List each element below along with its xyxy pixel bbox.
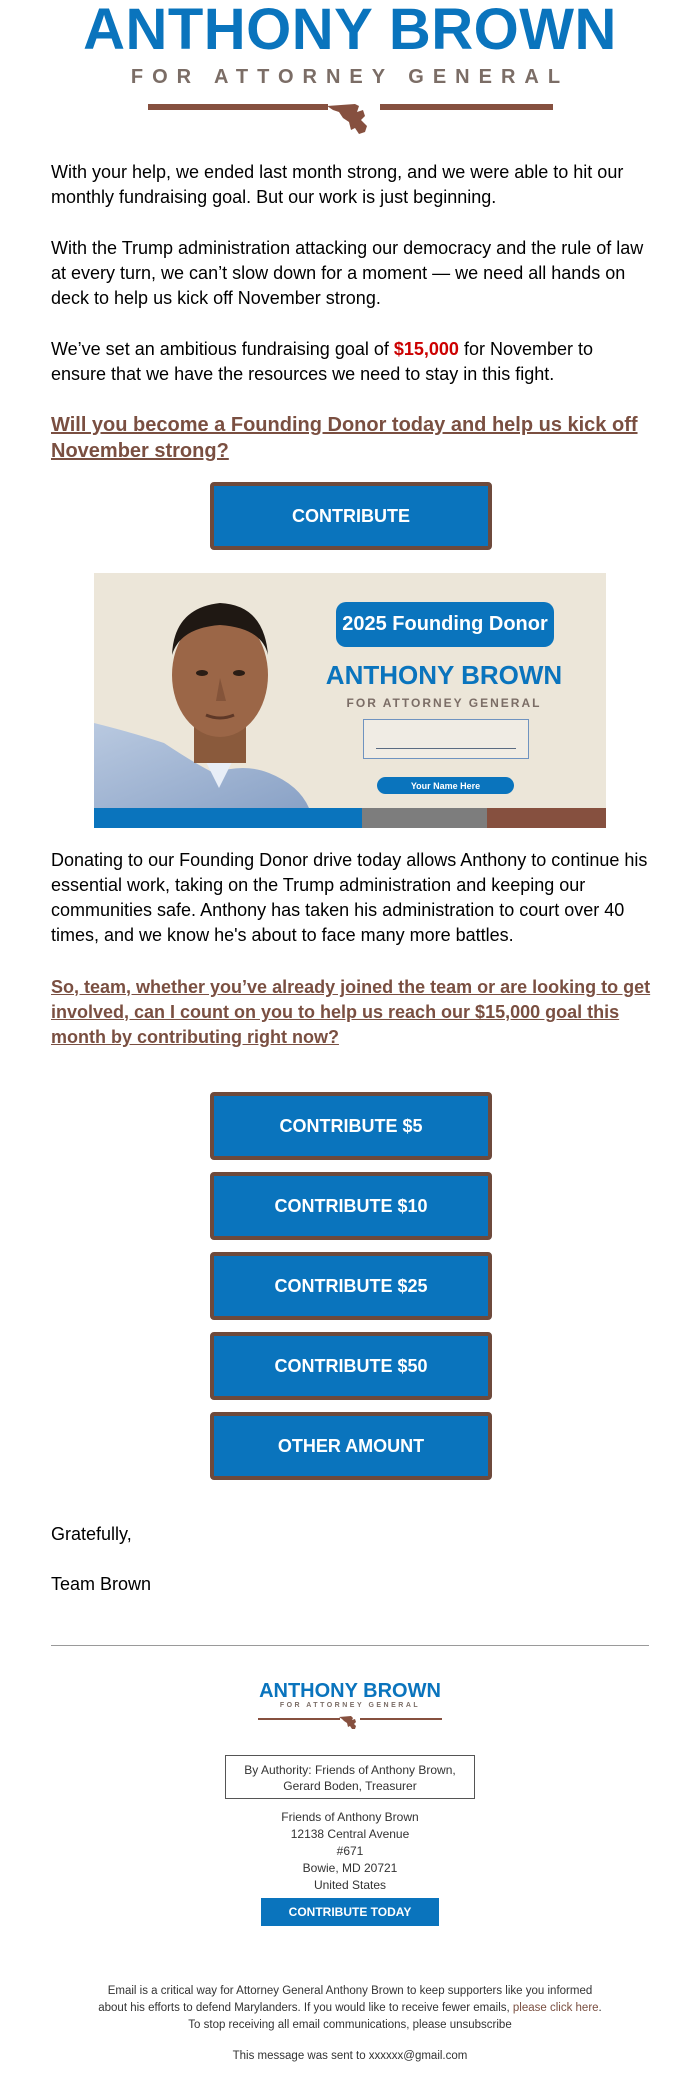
address-line: United States [313,1878,387,1892]
card-name-pill: Your Name Here [377,777,514,794]
founding-donor-card [94,573,606,828]
other-amount-button[interactable]: OTHER AMOUNT [210,1412,492,1480]
goal-paragraph [51,337,651,387]
contribute-today-button[interactable]: CONTRIBUTE TODAY [261,1898,439,1926]
founding-donor-ask-link[interactable]: Will you become a Founding Donor today and help us kick off November strong? [51,414,638,462]
goal-amount: $15,000 [393,339,459,359]
intro-paragraph-2: With the Trump administration attacking our democracy and the rule of law at every turn, we can’t slow down for a moment — we need all hands on deck to help us kick off November strong. [51,238,644,308]
card-name-field [363,719,529,759]
authority-line-1: By Authority: Friends of Anthony Brown, [244,1763,456,1777]
contribute-50-button[interactable]: CONTRIBUTE $50 [210,1332,492,1400]
fewer-emails-link[interactable]: please click here [512,2002,599,2014]
footer-logo-name: ANTHONY BROWN [259,1680,441,1702]
footer-logo [254,1680,446,1730]
footer-note-1: Email is a critical way for Attorney General Anthony Brown to keep supporters like you informed [107,1985,593,1997]
card-stripe-blue [94,808,362,828]
card-stripe-gray [362,808,487,828]
footer-logo-rule-right [360,1718,442,1720]
card-name: ANTHONY BROWN [325,660,563,690]
logo-rule-left [148,104,328,110]
header-logo [0,0,700,140]
goal-ask-link[interactable]: So, team, whether you’ve already joined the team or are looking to get involved, can I count on you to help us reach our $15,000 goal this month by contributing right now? [51,977,651,1047]
footer-logo-subtitle: FOR ATTORNEY GENERAL [279,1702,421,1709]
founding-donor-badge: 2025 Founding Donor [336,602,554,647]
signature-text: Team Brown [51,1574,152,1594]
intro-paragraph-1: With your help, we ended last month strong, and we were able to hit our monthly fundraising goal. But our work is just beginning. [51,162,624,207]
founding-donor-paragraph: Donating to our Founding Donor drive today allows Anthony to continue his essential work, taking on the Trump administration and keeping our communities safe. Anthony has taken his administration to court over 40 times, and we know he's about to face many more battles. [51,850,648,945]
authority-line-2: Gerard Boden, Treasurer [283,1779,417,1793]
contribute-10-button[interactable]: CONTRIBUTE $10 [210,1172,492,1240]
logo-name: ANTHONY BROWN [83,0,617,62]
address-line: 12138 Central Avenue [290,1827,410,1841]
logo-subtitle: FOR ATTORNEY GENERAL [130,66,570,88]
contribute-button[interactable]: CONTRIBUTE [210,482,492,550]
card-subtitle: FOR ATTORNEY GENERAL [346,696,542,710]
closing-text: Gratefully, [51,1524,132,1544]
unsubscribe-note[interactable]: To stop receiving all email communications, please unsubscribe [188,2019,512,2031]
contribute-25-button[interactable]: CONTRIBUTE $25 [210,1252,492,1320]
card-field-line [376,748,516,749]
authority-box [225,1755,475,1799]
maryland-state-icon [325,100,381,136]
footer-divider [51,1645,649,1646]
footer-note-2-end: . [598,2002,602,2014]
goal-text-after: for November to ensure that we have the resources we need to stay in this fight. [51,339,594,384]
footer-maryland-icon [338,1714,362,1730]
address-line: #671 [336,1844,364,1858]
footer-note-2 [70,2000,630,2017]
footer-logo-rule-left [258,1718,340,1720]
address-line: Friends of Anthony Brown [281,1810,419,1824]
logo-rule-right [380,104,553,110]
sent-to-note: This message was sent to xxxxxx@gmail.com [232,2050,468,2062]
address-line: Bowie, MD 20721 [302,1861,398,1875]
footer-note-2-text: about his efforts to defend Marylanders. If you would like to receive fewer emails, [98,2002,513,2014]
goal-text-before: We’ve set an ambitious fundraising goal of [51,339,394,359]
anthony-brown-photo [94,573,319,808]
contribute-5-button[interactable]: CONTRIBUTE $5 [210,1092,492,1160]
card-stripe-brown [487,808,606,828]
